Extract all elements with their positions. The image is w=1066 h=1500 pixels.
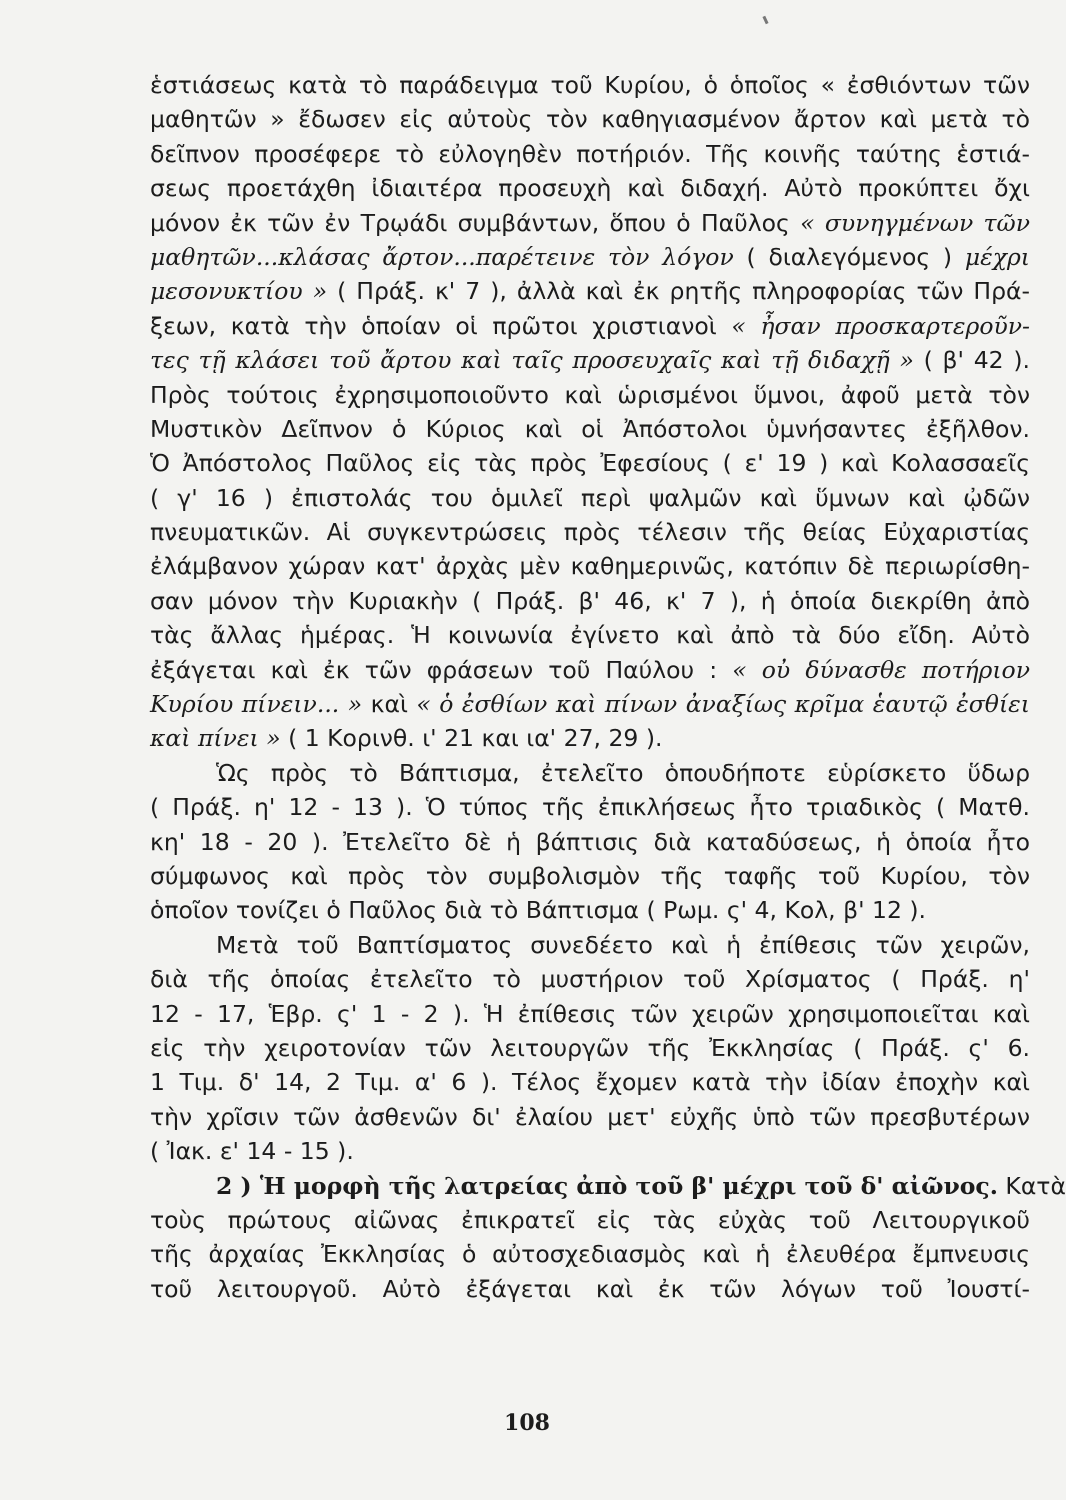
- text-line: [150, 1237, 1030, 1271]
- quotation-text: τες τῇ κλάσει τοῦ ἄρτου καὶ ταῖς προσευχαῖς καὶ τῇ διδαχῇ »: [150, 346, 914, 375]
- text-segment: πνευματικῶν. Αἱ συγκεντρώσεις πρὸς τέλεσιν τῆς θείας Εὐχαριστίας: [150, 518, 1030, 547]
- text-segment: διὰ τῆς ὁποίας ἐτελεῖτο τὸ μυστήριον τοῦ Χρίσματος ( Πράξ. η': [150, 965, 1030, 994]
- quotation-text: Κυρίου πίνειν... »: [150, 690, 363, 719]
- text-segment: Πρὸς τούτοις ἐχρησιμοποιοῦντο καὶ ὡρισμένοι ὕμνοι, ἀφοῦ μετὰ τὸν: [150, 380, 1030, 409]
- text-line: [150, 1272, 1030, 1306]
- text-segment: 1 Τιμ. δ' 14, 2 Τιμ. α' 6 ). Τέλος ἔχομεν κατὰ τὴν ἰδίαν ἐποχὴν καὶ: [150, 1068, 1030, 1097]
- text-segment: τοὺς πρώτους αἰῶνας ἐπικρατεῖ εἰς τὰς εὐχὰς τοῦ Λειτουργικοῦ: [150, 1205, 1030, 1234]
- text-line: [150, 687, 1030, 721]
- text-line: [150, 859, 1030, 893]
- text-line: [150, 721, 1030, 755]
- text-segment: ὁποῖον τονίζει ὁ Παῦλος διὰ τὸ Βάπτισμα ( Ρωμ. ς' 4, Κολ, β' 12 ).: [150, 896, 927, 925]
- text-line: [150, 1169, 1066, 1203]
- text-line: [150, 206, 1030, 240]
- text-line: [150, 653, 1030, 687]
- text-segment: καὶ: [362, 690, 417, 719]
- text-segment: τὴν χρῖσιν τῶν ἀσθενῶν δι' ἐλαίου μετ' εὐχῆς ὑπὸ τῶν πρεσβυτέρων: [150, 1102, 1030, 1131]
- quotation-text: καὶ πίνει »: [150, 724, 281, 753]
- text-segment: ἐλάμβανον χώραν κατ' ἀρχὰς μὲν καθημερινῶς, κατόπιν δὲ περιωρίσθη-: [150, 552, 1030, 581]
- text-segment: Κατὰ: [997, 1171, 1066, 1200]
- text-segment: δεῖπνον προσέφερε τὸ εὐλογηθὲν ποτήριόν. Τῆς κοινῆς ταύτης ἑστιά-: [150, 139, 1030, 168]
- text-segment: κη' 18 - 20 ). Ἐτελεῖτο δὲ ἡ βάπτισις διὰ καταδύσεως, ἡ ὁποία ἦτο: [150, 827, 1030, 856]
- text-segment: εἰς τὴν χειροτονίαν τῶν λειτουργῶν τῆς Ἐκκλησίας ( Πράξ. ς' 6.: [150, 1033, 1030, 1062]
- text-segment: τῆς ἀρχαίας Ἐκκλησίας ὁ αὐτοσχεδιασμὸς καὶ ἡ ἐλευθέρα ἔμπνευσις: [150, 1240, 1030, 1269]
- quotation-text: « συνηγμένων τῶν: [800, 208, 1030, 237]
- text-line: [150, 1134, 1030, 1168]
- text-line: [150, 1065, 1030, 1099]
- quotation-text: « οὐ δύνασθε ποτήριον: [732, 655, 1030, 684]
- text-line: [150, 378, 1030, 412]
- text-line: [150, 446, 1030, 480]
- quotation-text: « ἦσαν προσκαρτεροῦν-: [731, 311, 1030, 340]
- print-speck: [762, 16, 768, 25]
- quotation-text: μέχρι: [964, 242, 1030, 271]
- text-line: [150, 618, 1030, 652]
- text-line: [150, 1031, 1030, 1065]
- text-line: [150, 274, 1030, 308]
- text-segment: Μετὰ τοῦ Βαπτίσματος συνεδέετο καὶ ἡ ἐπίθεσις τῶν χειρῶν,: [216, 930, 1030, 959]
- text-line: [150, 240, 1030, 274]
- text-segment: μαθητῶν » ἔδωσεν εἰς αὐτοὺς τὸν καθηγιασμένον ἄρτον καὶ μετὰ τὸ: [150, 105, 1030, 134]
- text-line: [150, 790, 1030, 824]
- text-segment: ἐξάγεται καὶ ἐκ τῶν φράσεων τοῦ Παύλου :: [150, 655, 733, 684]
- quotation-text: « ὁ ἐσθίων καὶ πίνων ἀναξίως κρῖμα ἑαυτῷ ἐσθίει: [416, 690, 1030, 719]
- text-line: [150, 1203, 1030, 1237]
- text-line: [150, 584, 1030, 618]
- text-segment: ( Πράξ. η' 12 - 13 ). Ὁ τύπος τῆς ἐπικλήσεως ἦτο τριαδικὸς ( Ματθ.: [150, 793, 1030, 822]
- text-segment: ( Πράξ. κ' 7 ), ἀλλὰ καὶ ἐκ ρητῆς πληροφορίας τῶν Πρά-: [327, 277, 1030, 306]
- text-segment: σύμφωνος καὶ πρὸς τὸν συμβολισμὸν τῆς ταφῆς τοῦ Κυρίου, τὸν: [150, 861, 1030, 890]
- page-number: 108: [504, 1410, 550, 1436]
- text-segment: ( γ' 16 ) ἐπιστολάς του ὁμιλεῖ περὶ ψαλμῶν καὶ ὕμνων καὶ ᾠδῶν: [150, 483, 1030, 512]
- text-segment: τὰς ἄλλας ἡμέρας. Ἡ κοινωνία ἐγίνετο καὶ ἀπὸ τὰ δύο εἴδη. Αὐτὸ: [150, 621, 1030, 650]
- text-segment: σεως προετάχθη ἰδιαιτέρα προσευχὴ καὶ διδαχή. Αὐτὸ προκύπτει ὄχι: [150, 174, 1030, 203]
- text-line: [150, 137, 1030, 171]
- text-line: [150, 825, 1030, 859]
- text-segment: ξεων, κατὰ τὴν ὁποίαν οἱ πρῶτοι χριστιανοὶ: [150, 311, 732, 340]
- text-segment: ( Ἰακ. ε' 14 - 15 ).: [150, 1137, 354, 1166]
- text-line: [150, 68, 1030, 102]
- quotation-text: μαθητῶν...κλάσας ἄρτον...παρέτεινε τὸν λόγον: [150, 242, 734, 271]
- text-line: [150, 1100, 1030, 1134]
- text-line: [150, 549, 1030, 583]
- text-segment: σαν μόνον τὴν Κυριακὴν ( Πράξ. β' 46, κ' 7 ), ἡ ὁποία διεκρίθη ἀπὸ: [150, 586, 1030, 615]
- text-line: [150, 481, 1030, 515]
- text-line: [150, 515, 1030, 549]
- text-segment: Ὁ Ἀπόστολος Παῦλος εἰς τὰς πρὸς Ἐφεσίους ( ε' 19 ) καὶ Κολασσαεῖς: [150, 449, 1030, 478]
- text-segment: ( β' 42 ).: [913, 346, 1031, 375]
- text-line: [150, 171, 1030, 205]
- text-line: [150, 962, 1030, 996]
- quotation-text: μεσονυκτίου »: [150, 277, 328, 306]
- text-line: [150, 997, 1030, 1031]
- text-line: [150, 309, 1030, 343]
- text-line: [150, 756, 1030, 790]
- text-segment: ( διαλεγόμενος ): [733, 242, 965, 271]
- text-line: [150, 893, 1030, 927]
- text-line: [150, 928, 1030, 962]
- text-segment: Ὡς πρὸς τὸ Βάπτισμα, ἐτελεῖτο ὁπουδήποτε εὑρίσκετο ὕδωρ: [216, 758, 1030, 787]
- text-segment: τοῦ λειτουργοῦ. Αὐτὸ ἐξάγεται καὶ ἐκ τῶν λόγων τοῦ Ἰουστί-: [150, 1274, 1030, 1303]
- text-line: [150, 102, 1030, 136]
- text-segment: 12 - 17, Ἑβρ. ς' 1 - 2 ). Ἡ ἐπίθεσις τῶν χειρῶν χρησιμοποιεῖται καὶ: [150, 999, 1030, 1028]
- text-segment: ( 1 Κορινθ. ι' 21 και ια' 27, 29 ).: [280, 724, 663, 753]
- body-text: [150, 68, 1066, 1306]
- text-line: [150, 412, 1030, 446]
- text-segment: Μυστικὸν Δεῖπνον ὁ Κύριος καὶ οἱ Ἀπόστολοι ὑμνήσαντες ἐξῆλθον.: [150, 414, 1030, 443]
- text-line: [150, 343, 1030, 377]
- section-heading: 2 ) Ἡ μορφὴ τῆς λατρείας ἀπὸ τοῦ β' μέχρι τοῦ δ' αἰῶνος.: [216, 1171, 998, 1200]
- text-segment: ἑστιάσεως κατὰ τὸ παράδειγμα τοῦ Κυρίου, ὁ ὁποῖος « ἐσθιόντων τῶν: [150, 71, 1030, 99]
- text-segment: μόνον ἐκ τῶν ἐν Τρῳάδι συμβάντων, ὅπου ὁ Παῦλος: [150, 208, 801, 237]
